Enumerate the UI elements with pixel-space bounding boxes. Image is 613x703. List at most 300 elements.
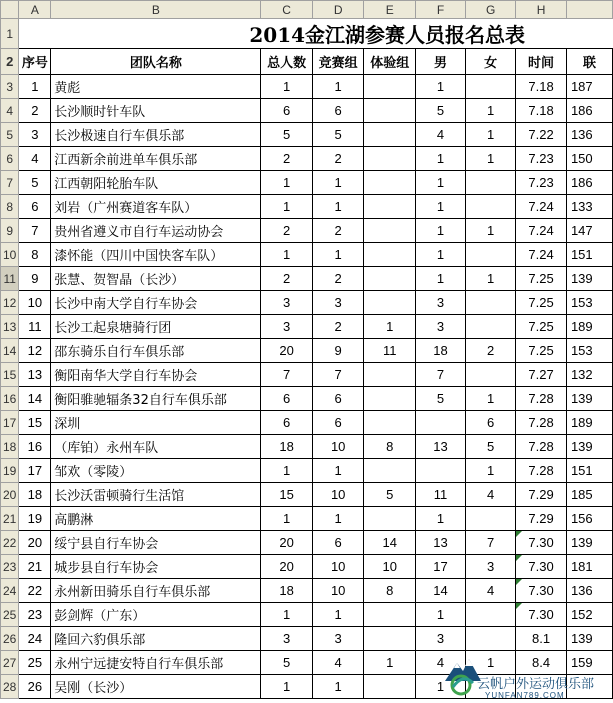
header-team-name[interactable]: 团队名称 [51, 49, 261, 75]
trial-group-cell[interactable]: 1 [364, 651, 416, 675]
time-cell[interactable]: 7.28 [516, 411, 567, 435]
time-cell[interactable]: 7.30 [516, 555, 567, 579]
team-name-cell[interactable]: 永州新田骑乐自行车俱乐部 [51, 579, 261, 603]
female-cell[interactable]: 6 [466, 411, 516, 435]
male-cell[interactable]: 17 [415, 555, 465, 579]
table-row [1, 387, 613, 411]
contact-cell[interactable]: 139 [566, 267, 612, 291]
time-cell[interactable]: 7.22 [516, 123, 567, 147]
total-cell[interactable]: 1 [261, 603, 313, 627]
team-name-cell[interactable]: （库铂）永州车队 [51, 435, 261, 459]
row-number[interactable]: 15 [1, 363, 19, 387]
table-row [1, 291, 613, 315]
contact-cell[interactable]: 139 [566, 531, 612, 555]
serial-cell[interactable]: 7 [19, 219, 51, 243]
team-name-cell[interactable]: 隆回六豹俱乐部 [51, 627, 261, 651]
serial-cell[interactable]: 26 [19, 675, 51, 699]
female-cell[interactable]: 5 [466, 435, 516, 459]
total-cell[interactable]: 3 [261, 315, 313, 339]
trial-group-cell[interactable] [364, 675, 416, 699]
male-cell[interactable]: 11 [415, 483, 465, 507]
contact-cell[interactable]: 151 [566, 459, 612, 483]
serial-cell[interactable]: 10 [19, 291, 51, 315]
row-number[interactable]: 4 [1, 99, 19, 123]
row-number[interactable]: 9 [1, 219, 19, 243]
serial-cell[interactable]: 23 [19, 603, 51, 627]
serial-cell[interactable]: 5 [19, 171, 51, 195]
row-number[interactable]: 7 [1, 171, 19, 195]
contact-cell[interactable]: 147 [566, 219, 612, 243]
total-cell[interactable]: 1 [261, 507, 313, 531]
team-name-cell[interactable]: 深圳 [51, 411, 261, 435]
watermark-url: YUNFAN789.COM [485, 691, 565, 700]
total-cell[interactable]: 2 [261, 147, 313, 171]
row-number[interactable]: 24 [1, 579, 19, 603]
male-cell[interactable]: 18 [415, 339, 465, 363]
time-cell[interactable]: 8.4 [516, 651, 567, 675]
team-name-cell[interactable]: 黄彪 [51, 75, 261, 99]
cell-error-indicator-icon [516, 555, 522, 561]
team-name-cell[interactable]: 长沙顺时针车队 [51, 99, 261, 123]
header-female[interactable]: 女 [466, 49, 516, 75]
time-cell[interactable]: 7.18 [516, 75, 567, 99]
team-name-cell[interactable]: 漆怀能（四川中国快客车队） [51, 243, 261, 267]
row-number[interactable]: 21 [1, 507, 19, 531]
race-group-cell[interactable]: 2 [312, 315, 364, 339]
row-number[interactable]: 5 [1, 123, 19, 147]
contact-cell[interactable]: 156 [566, 507, 612, 531]
male-cell[interactable]: 5 [415, 387, 465, 411]
serial-cell[interactable]: 11 [19, 315, 51, 339]
total-cell[interactable]: 15 [261, 483, 313, 507]
time-cell[interactable]: 7.25 [516, 315, 567, 339]
row-number[interactable]: 2 [1, 49, 19, 75]
trial-group-cell[interactable] [364, 99, 416, 123]
female-cell[interactable]: 1 [466, 123, 516, 147]
header-race-group[interactable]: 竞赛组 [312, 49, 364, 75]
female-cell[interactable] [466, 75, 516, 99]
serial-cell[interactable]: 12 [19, 339, 51, 363]
male-cell[interactable]: 7 [415, 363, 465, 387]
race-group-cell[interactable]: 10 [312, 579, 364, 603]
column-header-f[interactable]: F [415, 1, 465, 19]
race-group-cell[interactable]: 3 [312, 291, 364, 315]
total-cell[interactable]: 20 [261, 339, 313, 363]
time-cell[interactable]: 7.25 [516, 267, 567, 291]
row-number[interactable]: 25 [1, 603, 19, 627]
serial-cell[interactable]: 25 [19, 651, 51, 675]
race-group-cell[interactable]: 1 [312, 243, 364, 267]
female-cell[interactable]: 4 [466, 579, 516, 603]
table-row [1, 555, 613, 579]
sheet-title[interactable]: 2014金江湖参赛人员报名总表 [19, 19, 613, 49]
team-name-cell[interactable]: 长沙极速自行车俱乐部 [51, 123, 261, 147]
trial-group-cell[interactable] [364, 75, 416, 99]
team-name-cell[interactable]: 江西朝阳轮胎车队 [51, 171, 261, 195]
team-name-cell[interactable]: 长沙沃雷顿骑行生活馆 [51, 483, 261, 507]
total-cell[interactable]: 6 [261, 387, 313, 411]
male-cell[interactable] [415, 459, 465, 483]
female-cell[interactable] [466, 291, 516, 315]
male-cell[interactable]: 1 [415, 219, 465, 243]
row-number[interactable]: 20 [1, 483, 19, 507]
male-cell[interactable]: 3 [415, 291, 465, 315]
contact-cell[interactable]: 133 [566, 195, 612, 219]
contact-cell[interactable]: 136 [566, 123, 612, 147]
race-group-cell[interactable]: 6 [312, 531, 364, 555]
trial-group-cell[interactable] [364, 507, 416, 531]
contact-cell[interactable]: 139 [566, 627, 612, 651]
table-row [1, 579, 613, 603]
trial-group-cell[interactable]: 1 [364, 315, 416, 339]
female-cell[interactable]: 1 [466, 267, 516, 291]
row-number[interactable]: 11 [1, 267, 19, 291]
time-cell[interactable]: 7.29 [516, 483, 567, 507]
trial-group-cell[interactable] [364, 123, 416, 147]
row-number[interactable]: 12 [1, 291, 19, 315]
serial-cell[interactable]: 15 [19, 411, 51, 435]
race-group-cell[interactable]: 1 [312, 459, 364, 483]
female-cell[interactable]: 7 [466, 531, 516, 555]
select-all-corner[interactable] [1, 1, 19, 19]
trial-group-cell[interactable] [364, 147, 416, 171]
column-header-i[interactable] [566, 1, 612, 19]
serial-cell[interactable]: 1 [19, 75, 51, 99]
serial-cell[interactable]: 13 [19, 363, 51, 387]
female-cell[interactable]: 1 [466, 651, 516, 675]
serial-cell[interactable]: 16 [19, 435, 51, 459]
time-cell[interactable]: 7.24 [516, 195, 567, 219]
contact-cell[interactable]: 181 [566, 555, 612, 579]
total-cell[interactable]: 5 [261, 123, 313, 147]
column-header-d[interactable]: D [312, 1, 364, 19]
row-number[interactable]: 6 [1, 147, 19, 171]
row-number[interactable]: 13 [1, 315, 19, 339]
male-cell[interactable]: 14 [415, 579, 465, 603]
male-cell[interactable]: 1 [415, 147, 465, 171]
row-number[interactable]: 26 [1, 627, 19, 651]
table-row [1, 411, 613, 435]
serial-cell[interactable]: 21 [19, 555, 51, 579]
row-number[interactable]: 27 [1, 651, 19, 675]
table-row [1, 435, 613, 459]
team-name-cell[interactable]: 长沙中南大学自行车协会 [51, 291, 261, 315]
time-cell[interactable]: 7.18 [516, 99, 567, 123]
contact-cell[interactable]: 189 [566, 315, 612, 339]
total-cell[interactable]: 6 [261, 99, 313, 123]
team-name-cell[interactable]: 刘岩（广州赛道客车队） [51, 195, 261, 219]
team-name-cell[interactable]: 长沙工起泉塘骑行团 [51, 315, 261, 339]
contact-cell[interactable]: 189 [566, 411, 612, 435]
contact-cell[interactable]: 151 [566, 243, 612, 267]
female-cell[interactable]: 4 [466, 483, 516, 507]
row-number[interactable]: 14 [1, 339, 19, 363]
trial-group-cell[interactable] [364, 243, 416, 267]
trial-group-cell[interactable] [364, 291, 416, 315]
column-header-b[interactable]: B [51, 1, 261, 19]
team-name-cell[interactable]: 衡阳南华大学自行车协会 [51, 363, 261, 387]
male-cell[interactable]: 1 [415, 195, 465, 219]
serial-cell[interactable]: 18 [19, 483, 51, 507]
table-row [1, 243, 613, 267]
race-group-cell[interactable]: 1 [312, 75, 364, 99]
table-row [1, 99, 613, 123]
time-cell[interactable]: 7.24 [516, 243, 567, 267]
trial-group-cell[interactable] [364, 387, 416, 411]
cell-error-indicator-icon [516, 603, 522, 609]
row-number[interactable]: 22 [1, 531, 19, 555]
header-time[interactable]: 时间 [516, 49, 567, 75]
female-cell[interactable] [466, 315, 516, 339]
male-cell[interactable] [415, 411, 465, 435]
time-cell[interactable]: 7.23 [516, 147, 567, 171]
contact-cell[interactable]: 152 [566, 603, 612, 627]
male-cell[interactable]: 1 [415, 75, 465, 99]
male-cell[interactable]: 1 [415, 243, 465, 267]
time-cell[interactable]: 7.23 [516, 171, 567, 195]
time-cell[interactable]: 7.30 [516, 531, 567, 555]
team-name-cell[interactable]: 江西新余前进单车俱乐部 [51, 147, 261, 171]
total-cell[interactable]: 20 [261, 531, 313, 555]
contact-cell[interactable]: 186 [566, 99, 612, 123]
contact-cell[interactable]: 139 [566, 387, 612, 411]
team-name-cell[interactable]: 张慧、贺智晶（长沙） [51, 267, 261, 291]
serial-cell[interactable]: 24 [19, 627, 51, 651]
total-cell[interactable]: 18 [261, 435, 313, 459]
race-group-cell[interactable]: 10 [312, 555, 364, 579]
table-row [1, 219, 613, 243]
total-cell[interactable]: 1 [261, 171, 313, 195]
trial-group-cell[interactable] [364, 363, 416, 387]
total-cell[interactable]: 3 [261, 627, 313, 651]
row-number[interactable]: 1 [1, 19, 19, 49]
contact-cell[interactable]: 185 [566, 483, 612, 507]
row-number[interactable]: 18 [1, 435, 19, 459]
male-cell[interactable]: 1 [415, 675, 465, 699]
trial-group-cell[interactable]: 8 [364, 579, 416, 603]
time-cell[interactable]: 7.27 [516, 363, 567, 387]
male-cell[interactable]: 1 [415, 267, 465, 291]
serial-cell[interactable]: 19 [19, 507, 51, 531]
total-cell[interactable]: 2 [261, 219, 313, 243]
header-serial[interactable]: 序号 [19, 49, 51, 75]
table-row [1, 531, 613, 555]
male-cell[interactable]: 1 [415, 171, 465, 195]
race-group-cell[interactable]: 6 [312, 411, 364, 435]
team-name-cell[interactable]: 邵东骑乐自行车俱乐部 [51, 339, 261, 363]
female-cell[interactable]: 3 [466, 555, 516, 579]
total-cell[interactable]: 18 [261, 579, 313, 603]
table-row [1, 603, 613, 627]
table-row [1, 195, 613, 219]
female-cell[interactable] [466, 243, 516, 267]
column-header-a[interactable]: A [19, 1, 51, 19]
contact-cell[interactable]: 150 [566, 147, 612, 171]
table-row [1, 267, 613, 291]
total-cell[interactable]: 1 [261, 75, 313, 99]
female-cell[interactable]: 1 [466, 459, 516, 483]
team-name-cell[interactable]: 城步县自行车协会 [51, 555, 261, 579]
trial-group-cell[interactable]: 10 [364, 555, 416, 579]
header-male[interactable]: 男 [415, 49, 465, 75]
time-cell[interactable]: 7.24 [516, 219, 567, 243]
time-cell[interactable]: 7.25 [516, 339, 567, 363]
total-cell[interactable]: 1 [261, 675, 313, 699]
serial-cell[interactable]: 17 [19, 459, 51, 483]
trial-group-cell[interactable] [364, 267, 416, 291]
race-group-cell[interactable]: 6 [312, 387, 364, 411]
header-contact[interactable]: 联 [566, 49, 612, 75]
row-number[interactable]: 8 [1, 195, 19, 219]
male-cell[interactable]: 4 [415, 651, 465, 675]
column-header-c[interactable]: C [261, 1, 313, 19]
time-cell[interactable]: 7.28 [516, 435, 567, 459]
team-name-cell[interactable]: 绥宁县自行车协会 [51, 531, 261, 555]
team-name-cell[interactable]: 贵州省遵义市自行车运动协会 [51, 219, 261, 243]
time-cell[interactable]: 7.28 [516, 459, 567, 483]
female-cell[interactable]: 1 [466, 387, 516, 411]
total-cell[interactable]: 2 [261, 267, 313, 291]
race-group-cell[interactable]: 3 [312, 627, 364, 651]
race-group-cell[interactable]: 1 [312, 675, 364, 699]
total-cell[interactable]: 1 [261, 195, 313, 219]
contact-cell[interactable]: 153 [566, 339, 612, 363]
race-group-cell[interactable]: 10 [312, 483, 364, 507]
serial-cell[interactable]: 20 [19, 531, 51, 555]
team-name-cell[interactable]: 高鹏淋 [51, 507, 261, 531]
header-total[interactable]: 总人数 [261, 49, 313, 75]
time-cell[interactable]: 7.29 [516, 507, 567, 531]
race-group-cell[interactable]: 9 [312, 339, 364, 363]
serial-cell[interactable]: 4 [19, 147, 51, 171]
serial-cell[interactable]: 9 [19, 267, 51, 291]
male-cell[interactable]: 5 [415, 99, 465, 123]
table-row [1, 363, 613, 387]
total-cell[interactable]: 3 [261, 291, 313, 315]
female-cell[interactable] [466, 195, 516, 219]
female-cell[interactable] [466, 507, 516, 531]
trial-group-cell[interactable] [364, 627, 416, 651]
serial-cell[interactable]: 14 [19, 387, 51, 411]
team-name-cell[interactable]: 吴刚（长沙） [51, 675, 261, 699]
trial-group-cell[interactable]: 11 [364, 339, 416, 363]
contact-cell[interactable]: 159 [566, 651, 612, 675]
trial-group-cell[interactable]: 8 [364, 435, 416, 459]
row-number[interactable]: 19 [1, 459, 19, 483]
table-row [1, 315, 613, 339]
male-cell[interactable]: 4 [415, 123, 465, 147]
total-cell[interactable]: 5 [261, 651, 313, 675]
serial-cell[interactable]: 22 [19, 579, 51, 603]
trial-group-cell[interactable]: 5 [364, 483, 416, 507]
race-group-cell[interactable]: 1 [312, 507, 364, 531]
column-header-h[interactable]: H [516, 1, 567, 19]
male-cell[interactable]: 13 [415, 531, 465, 555]
contact-cell[interactable]: 153 [566, 291, 612, 315]
total-cell[interactable]: 6 [261, 411, 313, 435]
team-name-cell[interactable]: 邹欢（零陵） [51, 459, 261, 483]
column-header-g[interactable]: G [466, 1, 516, 19]
time-cell[interactable]: 7.30 [516, 579, 567, 603]
male-cell[interactable]: 3 [415, 315, 465, 339]
trial-group-cell[interactable] [364, 219, 416, 243]
contact-cell[interactable]: 139 [566, 435, 612, 459]
row-number[interactable]: 10 [1, 243, 19, 267]
trial-group-cell[interactable] [364, 459, 416, 483]
total-cell[interactable]: 1 [261, 243, 313, 267]
race-group-cell[interactable]: 2 [312, 219, 364, 243]
watermark-text: 云帆户外运动俱乐部 [477, 677, 595, 692]
trial-group-cell[interactable] [364, 603, 416, 627]
table-row [1, 75, 613, 99]
column-header-e[interactable]: E [364, 1, 416, 19]
row-number[interactable]: 17 [1, 411, 19, 435]
female-cell[interactable]: 2 [466, 339, 516, 363]
trial-group-cell[interactable] [364, 195, 416, 219]
race-group-cell[interactable]: 6 [312, 99, 364, 123]
race-group-cell[interactable]: 10 [312, 435, 364, 459]
female-cell[interactable]: 1 [466, 219, 516, 243]
male-cell[interactable]: 13 [415, 435, 465, 459]
trial-group-cell[interactable] [364, 171, 416, 195]
time-cell[interactable]: 8.1 [516, 627, 567, 651]
team-name-cell[interactable]: 衡阳骓驰辐条32自行车俱乐部 [51, 387, 261, 411]
trial-group-cell[interactable]: 14 [364, 531, 416, 555]
female-cell[interactable] [466, 363, 516, 387]
row-number[interactable]: 28 [1, 675, 19, 699]
race-group-cell[interactable]: 5 [312, 123, 364, 147]
contact-cell[interactable]: 186 [566, 171, 612, 195]
male-cell[interactable]: 3 [415, 627, 465, 651]
race-group-cell[interactable]: 7 [312, 363, 364, 387]
row-number[interactable]: 16 [1, 387, 19, 411]
total-cell[interactable]: 7 [261, 363, 313, 387]
contact-cell[interactable]: 136 [566, 579, 612, 603]
time-cell[interactable]: 7.30 [516, 603, 567, 627]
team-name-cell[interactable]: 彭剑辉（广东） [51, 603, 261, 627]
female-cell[interactable]: 1 [466, 147, 516, 171]
female-cell[interactable]: 1 [466, 99, 516, 123]
row-number[interactable]: 3 [1, 75, 19, 99]
row-number[interactable]: 23 [1, 555, 19, 579]
serial-cell[interactable]: 8 [19, 243, 51, 267]
total-cell[interactable]: 20 [261, 555, 313, 579]
team-name-cell[interactable]: 永州宁远捷安特自行车俱乐部 [51, 651, 261, 675]
female-cell[interactable] [466, 171, 516, 195]
serial-cell[interactable]: 3 [19, 123, 51, 147]
race-group-cell[interactable]: 1 [312, 603, 364, 627]
serial-cell[interactable]: 6 [19, 195, 51, 219]
race-group-cell[interactable]: 4 [312, 651, 364, 675]
cell-error-indicator-icon [516, 531, 522, 537]
race-group-cell[interactable]: 1 [312, 171, 364, 195]
total-cell[interactable]: 1 [261, 459, 313, 483]
male-cell[interactable]: 1 [415, 507, 465, 531]
female-cell[interactable] [466, 603, 516, 627]
race-group-cell[interactable]: 2 [312, 267, 364, 291]
trial-group-cell[interactable] [364, 411, 416, 435]
race-group-cell[interactable]: 2 [312, 147, 364, 171]
table-row [1, 171, 613, 195]
header-trial-group[interactable]: 体验组 [364, 49, 416, 75]
serial-cell[interactable]: 2 [19, 99, 51, 123]
race-group-cell[interactable]: 1 [312, 195, 364, 219]
contact-cell[interactable]: 132 [566, 363, 612, 387]
male-cell[interactable]: 1 [415, 603, 465, 627]
contact-cell[interactable]: 187 [566, 75, 612, 99]
time-cell[interactable]: 7.25 [516, 291, 567, 315]
time-cell[interactable]: 7.28 [516, 387, 567, 411]
